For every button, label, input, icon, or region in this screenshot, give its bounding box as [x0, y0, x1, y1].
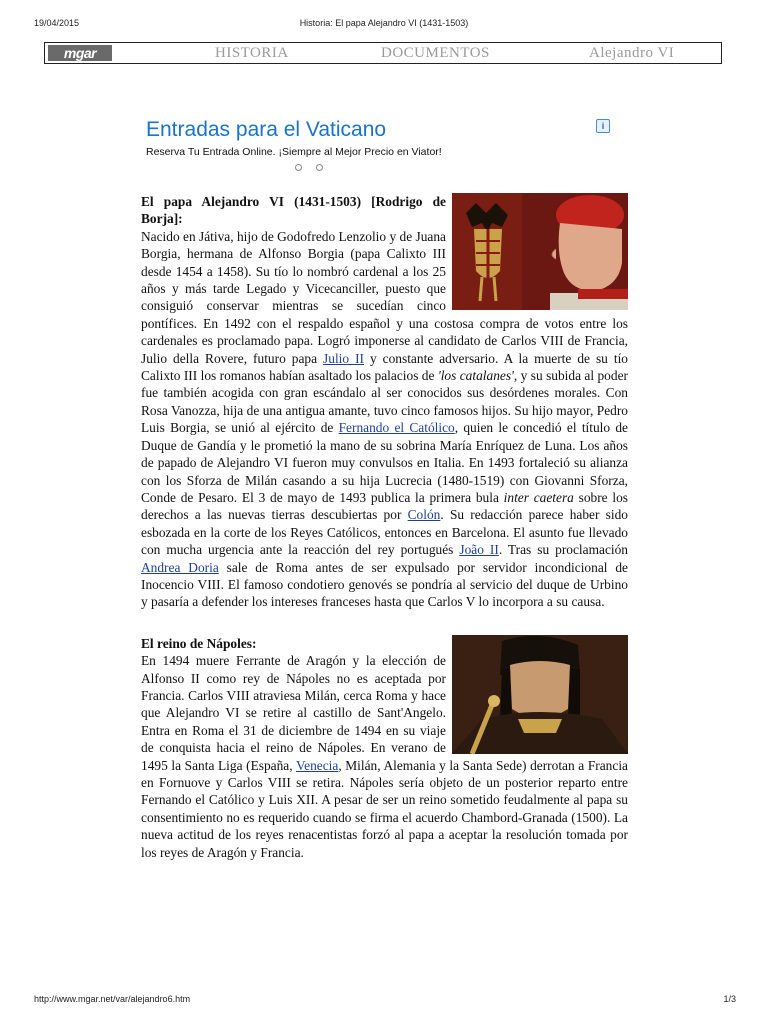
- paragraph-text: y constante adversario. A la muerte de su tío Calixto III los romanos habían asaltado los palacios de: [141, 350, 628, 384]
- print-header: [0, 18, 768, 30]
- print-footer: [0, 994, 768, 1006]
- nav-link-documentos[interactable]: DOCUMENTOS: [381, 45, 490, 61]
- nav-link-alejandro-vi[interactable]: Alejandro VI: [589, 45, 675, 61]
- site-logo[interactable]: mgar: [48, 45, 112, 61]
- ad-carousel-dot[interactable]: [316, 164, 323, 171]
- section-title-reino-de-napoles: El reino de Nápoles:: [141, 635, 257, 651]
- link-colon[interactable]: Colón: [407, 507, 441, 523]
- link-julio-ii[interactable]: Julio II: [323, 350, 364, 366]
- nav-link-historia[interactable]: HISTORIA: [215, 45, 289, 61]
- link-fernando-el-catolico[interactable]: Fernando el Católico: [338, 420, 455, 436]
- article-content: [141, 193, 628, 861]
- paragraph-text: sobre los derechos a las nuevas tierras descubiertas por: [141, 489, 629, 523]
- link-andrea-doria[interactable]: Andrea Doria: [141, 559, 219, 575]
- emphasis-text: 'los catalanes': [437, 368, 514, 384]
- paragraph-text: En 1494 muere Ferrante de Aragón y la elección de Alfonso II como rey de Nápoles no es aceptada por Francia. Carlos VIII atraviesa Milán, cerca Roma y hace que Alejandro VI se retire al castillo de Sant'Angelo. Entra en Roma el 31 de diciembre de 1494 en su viaje de conquista hacia el reino de Nápoles. En verano de 1495 la Santa Liga (España,: [141, 653, 446, 773]
- site-navbar: [44, 42, 722, 64]
- paragraph-text: , y su subida al poder fue también acogida con gran escándalo al ser conocidos sus desórdenes morales. Con Rosa Vanozza, hija de una antigua amante, tuvo cinco famosos hijos. Su hijo mayor, Pedro Luis Borgia, se unió al ejército de: [141, 368, 628, 436]
- print-date: 19/04/2015: [34, 18, 80, 28]
- link-venecia[interactable]: Venecia: [295, 757, 339, 773]
- paragraph-text: sale de Roma antes de ser expulsado por servidor incondicional de Inocencio VIII. El famoso condotiero genovés se pondría al servicio del duque de Urbino y pasaría a defender los intereses franceses hasta que Carlos V lo incorpora a su causa.: [141, 559, 628, 610]
- section-title-alejandro-vi: El papa Alejandro VI (1431-1503) [Rodrigo de Borja]:: [141, 194, 446, 227]
- emphasis-text: inter caetera: [503, 489, 574, 505]
- link-joao-ii[interactable]: João II: [459, 542, 499, 558]
- paragraph-text: . Su redacción parece haber sido esbozada en la corte de los Reyes Católicos, entonces en Barcelona. El asunto fue llevado con mucha urgencia ante la reacción del rey portugués: [141, 507, 628, 558]
- paragraph-text: . Tras su proclamación: [498, 542, 629, 558]
- advertisement[interactable]: [146, 116, 616, 176]
- ad-title[interactable]: Entradas para el Vaticano: [146, 118, 387, 141]
- print-title: Historia: El papa Alejandro VI (1431-1503): [299, 18, 469, 28]
- portrait-fernando-image: [452, 635, 628, 754]
- ad-carousel-dot[interactable]: [295, 164, 302, 171]
- paragraph-text: , Milán, Alemania y la Santa Sede) derrotan a Francia en Fornuove y Carlos VIII se retira. Nápoles sería objeto de un posterior reparto entre Fernando el Católico y Luis XII. A pesar de ser un reino sometido feudalmente al papa su consentimiento no es requerido cuando se firma el acuerdo Chambord-Granada (1500). La nueva actitud de los reyes renacentistas forzó al papa a aceptar la resolución tomada por los reyes de Aragón y Francia.: [141, 757, 628, 860]
- print-url: http://www.mgar.net/var/alejandro6.htm: [34, 994, 191, 1004]
- ad-text: Reserva Tu Entrada Online. ¡Siempre al Mejor Precio en Viator!: [146, 146, 442, 158]
- paragraph-text: Nacido en Játiva, hijo de Godofredo Lenzolio y de Juana Borgia, hermana de Alfonso Borgia (papa Calixto III desde 1454 a 1458). Su tío lo nombró cardenal a los 25 años y más tarde Legado y Vicecanciller, puesto que consiguió conservar mientras se sucedían cinco pontífices. En 1492 con el respaldo español y una costosa compra de votos entre los cardenales es proclamado papa. Logró imponerse al candidato de Carlos VIII de Francia, Julio della Rovere, futuro papa: [141, 228, 628, 366]
- portrait-alejandro-vi-image: [452, 193, 628, 310]
- print-page-number: 1/3: [723, 994, 736, 1004]
- ad-info-icon[interactable]: i: [596, 119, 610, 133]
- paragraph-text: , quien le concedió el título de Duque de Gandía y le prometió la mano de su sobrina María Enríquez de Luna. Los años de papado de Alejandro VI fueron muy convulsos en Italia. En 1493 fortaleció su alianza con los Sforza de Milán casando a su hija Lucrecia (1480-1519) con Giovanni Sforza, Conde de Pesaro. El 3 de mayo de 1493 publica la primera bula: [141, 420, 628, 505]
